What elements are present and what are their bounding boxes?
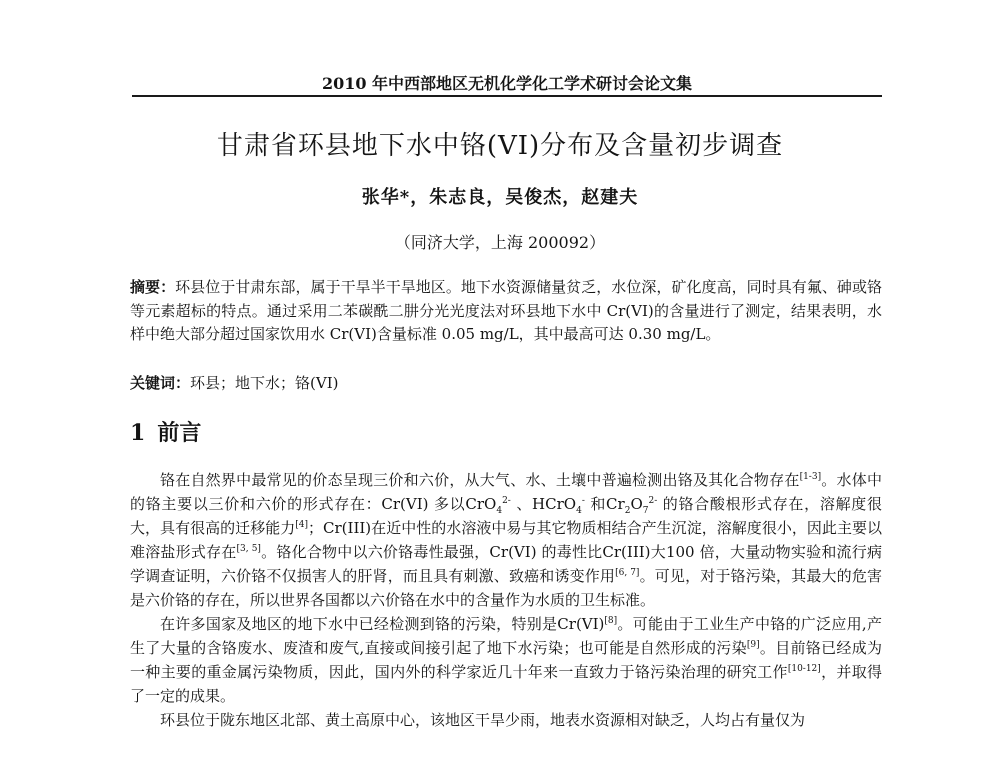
abstract-text: 环县位于甘肃东部，属于干旱半干旱地区。地下水资源储量贫乏，水位深，矿化度高，同时具有氟、砷或铬等元素超标的特点。通过采用二苯碳酰二肼分光光度法对环县地下水中 Cr(VI)的含量进行了测定，结果表明，水样中绝大部分超过国家饮用水 Cr(VI)含量标准 0.05 mg/L，其中最高可达 0.30 mg/L。 xyxy=(130,278,882,343)
p1-text-c: 、HCrO xyxy=(510,495,577,513)
keywords-text: 环县；地下水；铬(VI) xyxy=(190,374,339,392)
p1-text-e: O xyxy=(630,495,643,513)
affiliation: （同济大学，上海 200092） xyxy=(394,233,606,252)
subscript: 4 xyxy=(496,506,503,516)
section-number: 1 xyxy=(130,420,146,446)
p1-text-d: 和Cr xyxy=(584,495,625,513)
section-title: 前言 xyxy=(157,420,202,446)
citation: [4] xyxy=(295,520,309,530)
paper-title: 甘肃省环县地下水中铬(VI)分布及含量初步调查 xyxy=(216,131,784,161)
abstract xyxy=(130,276,882,347)
p2-text-b: 。可能由于工业生产中铬的广泛应用,产生了大量的含铬废水、废渣和废气,直接或间接引起了地下水污染；也可能是自然形成的污染 xyxy=(130,615,882,657)
p2-text-c: 。目前铬已经成为一种主要的重金属污染物质，因此，国内外的科学家近几十年来一直致力于铬污染治理的研究工作 xyxy=(130,639,882,681)
p1-text-a: 铬在自然界中最常见的价态呈现三价和六价，从大气、水、土壤中普遍检测出铬及其化合物存在 xyxy=(160,471,800,489)
p1-text-i: 。可见，对于铬污染，其最大的危害是六价铬的存在，所以世界各国都以六价铬在水中的含量作为水质的卫生标准。 xyxy=(130,567,882,609)
citation: [6, 7] xyxy=(615,568,640,578)
p1-text-f: 的铬合酸根形式存在，溶解度很大，具有很高的迁移能力 xyxy=(130,495,882,537)
citation: [10-12] xyxy=(787,664,821,674)
section-heading xyxy=(130,418,213,448)
paragraph-2 xyxy=(130,612,882,708)
authors: 张华*，朱志良，吴俊杰，赵建夫 xyxy=(361,187,639,208)
citation: [1-3] xyxy=(799,472,822,482)
subscript: 2 xyxy=(624,506,631,516)
p1-text-h: 。铬化合物中以六价铬毒性最强，Cr(VI) 的毒性比Cr(III)大100 倍，大量动物实验和流行病学调查证明，六价铬不仅损害人的肝肾，而且具有刺激、致癌和诱变作用 xyxy=(130,543,882,585)
header-rule xyxy=(132,95,882,97)
subscript: 7 xyxy=(642,506,649,516)
running-header xyxy=(132,74,882,98)
p1-text-g: ；Cr(III)在近中性的水溶液中易与其它物质相结合产生沉淀，溶解度很小，因此主要以难溶盐形式存在 xyxy=(130,519,882,561)
subscript: 4 xyxy=(576,506,582,516)
p3-text-a: 环县位于陇东地区北部、黄土高原中心，该地区干旱少雨，地表水资源相对缺乏，人均占有量仅为 xyxy=(160,711,806,729)
paragraph-3 xyxy=(130,708,882,732)
paragraph-1 xyxy=(130,468,882,612)
abstract-label: 摘要： xyxy=(130,278,176,296)
body-text xyxy=(130,468,882,732)
citation: [3, 5] xyxy=(236,544,261,554)
p2-text-d: ，并取得了一定的成果。 xyxy=(130,663,882,705)
header-text: 2010 年中西部地区无机化学化工学术研讨会论文集 xyxy=(316,74,698,93)
superscript: 2- xyxy=(648,496,658,506)
keywords-label: 关键词： xyxy=(130,374,191,392)
superscript: 2- xyxy=(502,496,511,506)
p2-text-a: 在许多国家及地区的地下水中已经检测到铬的污染，特别是Cr(VI) xyxy=(160,615,605,633)
p1-text-b: 。水体中的铬主要以三价和六价的形式存在：Cr(VI) 多以CrO xyxy=(130,471,882,513)
superscript: - xyxy=(581,496,585,506)
citation: [9] xyxy=(746,640,760,650)
citation: [8] xyxy=(604,616,618,626)
keywords xyxy=(130,372,882,395)
